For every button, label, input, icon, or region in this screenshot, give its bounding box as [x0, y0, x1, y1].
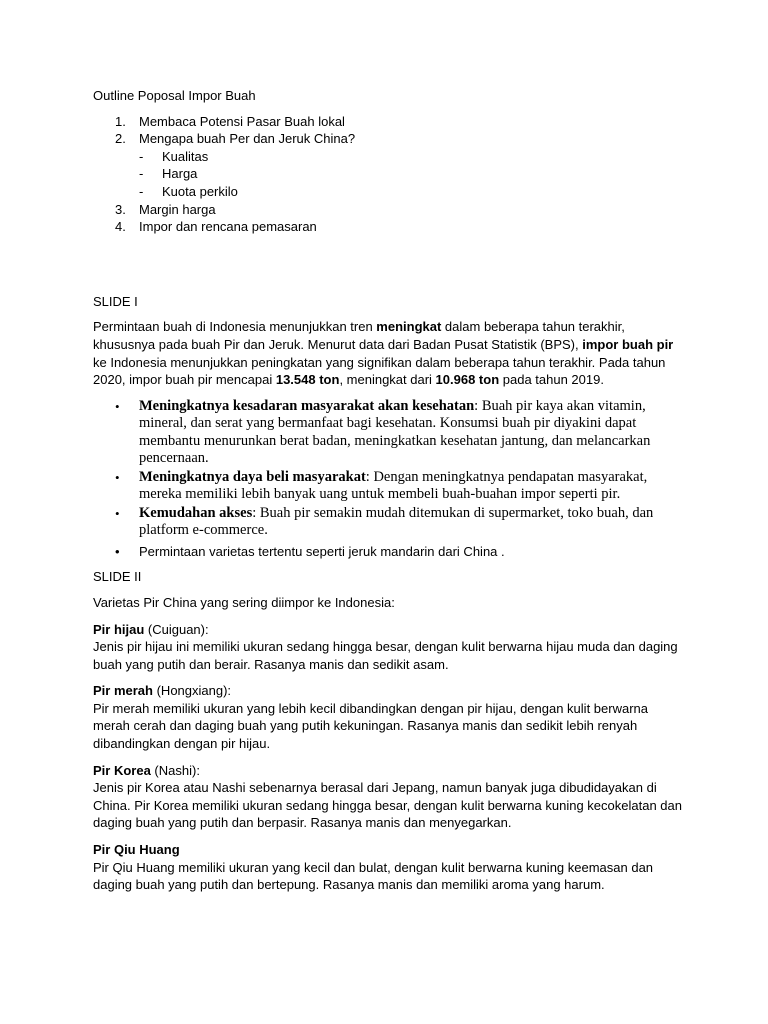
outline-item-text: Mengapa buah Per dan Jeruk China?	[139, 131, 356, 147]
outline-number: 3.	[115, 201, 126, 217]
outline-subitem	[139, 183, 683, 201]
slide-1-bullets	[93, 398, 683, 561]
bullet-marker: •	[115, 398, 120, 414]
outline-number: 4.	[115, 219, 126, 235]
variety-section	[93, 682, 683, 752]
bullet-marker: •	[115, 469, 120, 485]
slide-1-heading: SLIDE I	[93, 293, 138, 309]
bullet-item: • Meningkatnya daya beli masyarakat: Dengan meningkatnya pendapatan masyarakat, mereka memiliki lebih banyak uang untuk membeli buah-buahan impor seperti pir.	[115, 468, 648, 503]
outline-item-2	[93, 130, 683, 200]
variety-description: Jenis pir Korea atau Nashi sebenarnya berasal dari Jepang, namun banyak juga dibudidayakan di China. Pir Korea memiliki ukuran sedang hingga besar, dengan kulit berwarna kuning kecokelatan dan daging buah yang putih dan berpasir. Rasanya manis dan menyegarkan.	[93, 780, 682, 831]
emphasis: meningkat	[376, 319, 442, 335]
dash-marker: -	[139, 148, 144, 164]
emphasis: 10.968 ton	[435, 372, 500, 388]
bullet-marker: •	[115, 505, 120, 521]
slide-2-intro: Varietas Pir China yang sering diimpor ke Indonesia:	[93, 594, 395, 610]
outline-item-4	[93, 218, 683, 236]
variety-description: Jenis pir hijau ini memiliki ukuran sedang hingga besar, dengan kulit berwarna hijau muda dan daging buah yang putih dan berair. Rasanya manis dan sedikit asam.	[93, 639, 678, 672]
outline-item-1	[93, 113, 683, 131]
outline-number: 1.	[115, 113, 126, 129]
variety-description: Pir Qiu Huang memiliki ukuran yang kecil dan bulat, dengan kulit berwarna kuning keemasan dan daging buah yang putih dan bertepung. Rasanya manis dan memiliki aroma yang harum.	[93, 859, 654, 893]
emphasis: 13.548 ton	[275, 372, 340, 388]
bullet-item: • Permintaan varietas tertentu seperti jeruk mandarin dari China .	[115, 543, 505, 559]
bullet-item: • Meningkatnya kesadaran masyarakat akan kesehatan: Buah pir kaya akan vitamin, mineral, dan serat yang bermanfaat bagi kesehatan. Konsumsi buah pir diyakini dapat membantu menurunkan berat badan, meningkatkan kesehatan jantung, dan melancarkan pencernaan.	[115, 397, 651, 467]
outline-item-text: Margin harga	[139, 201, 216, 217]
outline-list	[93, 113, 683, 236]
variety-section	[93, 621, 683, 674]
bullet-marker: •	[115, 543, 120, 559]
outline-item-text: Impor dan rencana pemasaran	[139, 219, 317, 235]
outline-subitem-text: Kuota perkilo	[162, 183, 238, 199]
outline-subitem-text: Kualitas	[162, 148, 209, 164]
variety-section	[93, 841, 683, 894]
emphasis: impor buah pir	[582, 336, 674, 352]
variety-title: Pir hijau (Cuiguan):	[93, 621, 209, 637]
outline-sublist	[139, 148, 683, 201]
variety-title: Pir Korea (Nashi):	[93, 762, 200, 778]
outline-subitem	[139, 165, 683, 183]
outline-subitem	[139, 148, 683, 166]
outline-title: Outline Poposal Impor Buah	[93, 88, 256, 103]
spacer	[93, 236, 683, 293]
dash-marker: -	[139, 183, 144, 199]
variety-section	[93, 762, 683, 832]
variety-title: Pir merah (Hongxiang):	[93, 683, 232, 699]
outline-subitem-text: Harga	[162, 166, 198, 182]
outline-item-3	[93, 201, 683, 219]
document-body	[93, 87, 683, 903]
slide-1-paragraph: Permintaan buah di Indonesia menunjukkan tren meningkat dalam beberapa tahun terakhir, khususnya pada buah Pir dan Jeruk. Menurut data dari Badan Pusat Statistik (BPS), impor buah pir ke Indonesia menunjukkan peningkatan yang signifikan dalam beberapa tahun terakhir. Pada tahun 2020, impor buah pir mencapai 13.548 ton, meningkat dari 10.968 ton pada tahun 2019.	[93, 319, 674, 388]
variety-title: Pir Qiu Huang	[93, 842, 180, 858]
slide-2-heading: SLIDE II	[93, 569, 142, 585]
dash-marker: -	[139, 166, 144, 182]
outline-item-text: Membaca Potensi Pasar Buah lokal	[139, 113, 345, 129]
bullet-item: • Kemudahan akses: Buah pir semakin mudah ditemukan di supermarket, toko buah, dan platform e-commerce.	[115, 504, 654, 539]
variety-description: Pir merah memiliki ukuran yang lebih kecil dibandingkan dengan pir hijau, dengan kulit berwarna merah cerah dan daging buah yang putih kekuningan. Rasanya manis dan sedikit lebih renyah dibandingkan dengan pir hijau.	[93, 700, 648, 752]
outline-number: 2.	[115, 131, 126, 147]
